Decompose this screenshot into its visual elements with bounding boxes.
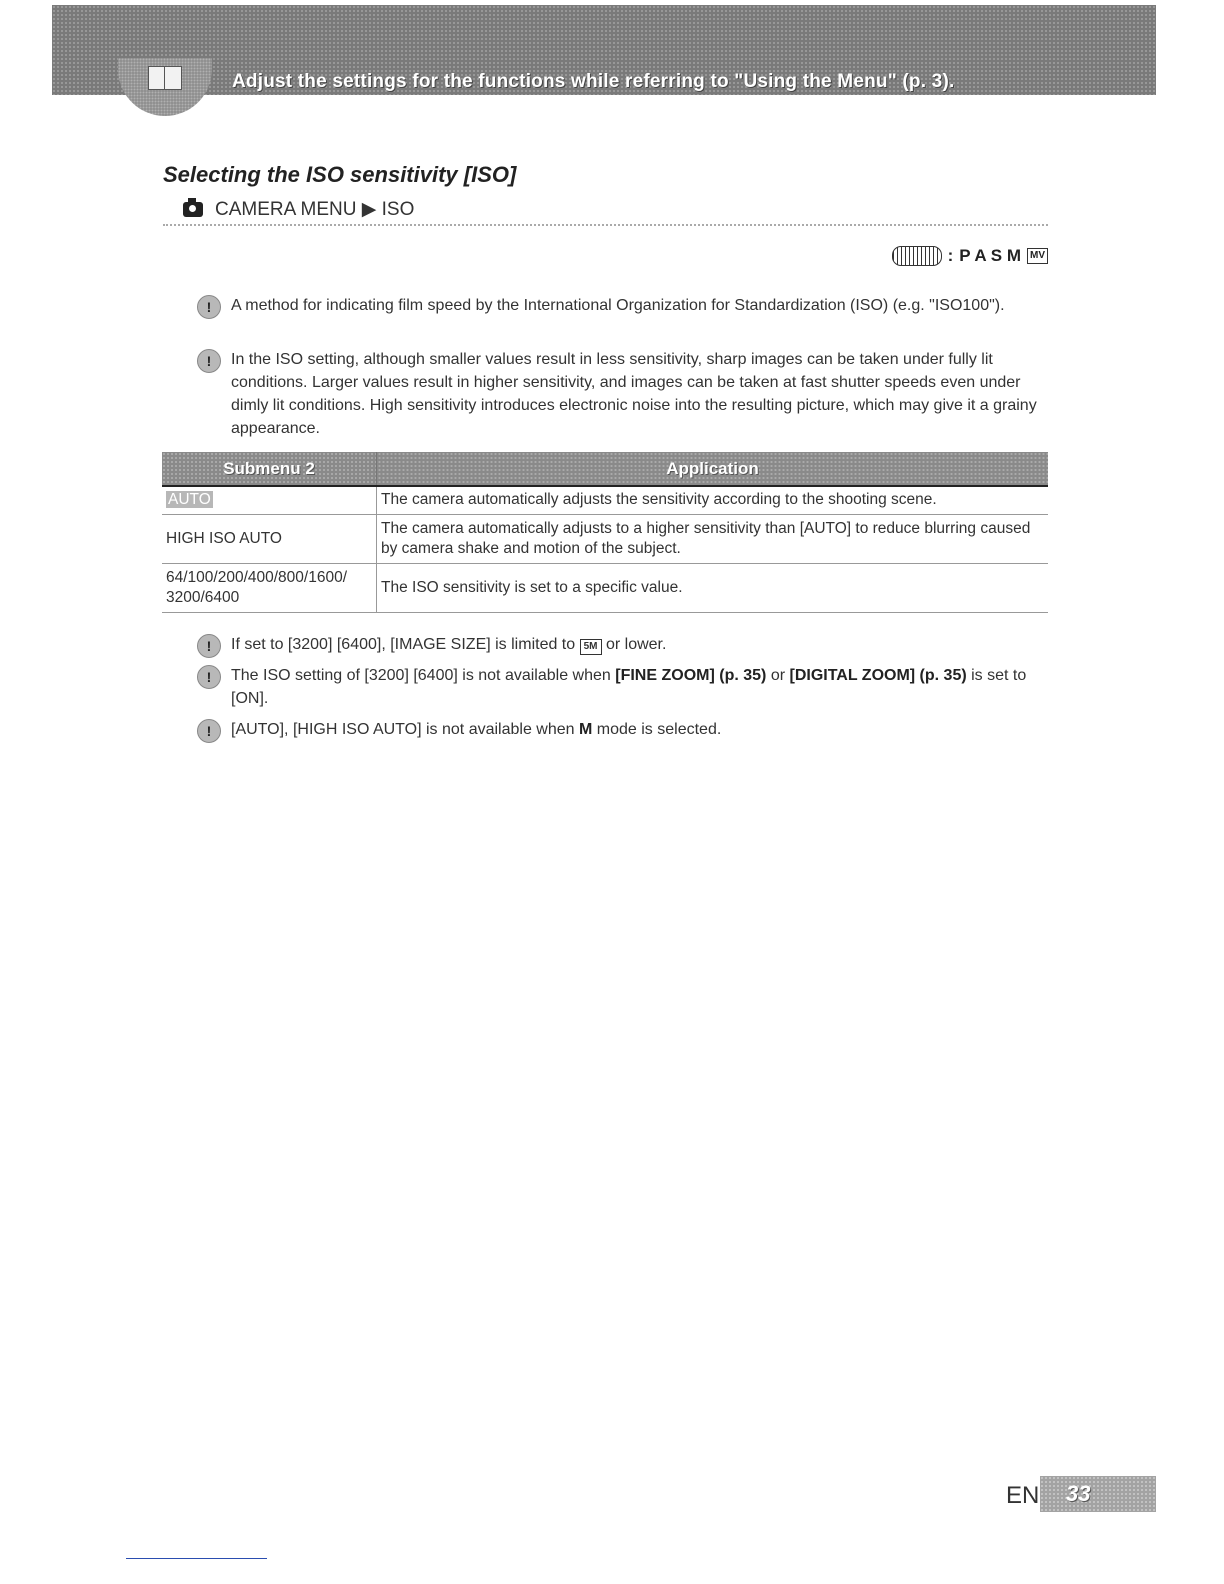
submenu-cell: AUTO [162, 486, 377, 514]
note-item: ! In the ISO setting, although smaller values result in less sensitivity, sharp images can be taken under fully lit conditions. Larger values result in higher sensitivity, and images can be taken at fast shutter speeds even under dimly lit conditions. High sensitivity introduces electronic noise into the resulting picture, which may give it a grainy appearance. [197, 348, 1057, 440]
application-cell: The camera automatically adjusts to a higher sensitivity than [AUTO] to reduce blurring caused by camera shake and motion of the subject. [377, 514, 1049, 563]
table-row [162, 514, 1048, 563]
movie-mode-icon: MV [1027, 248, 1048, 264]
note-icon: ! [197, 665, 221, 689]
menu-path-text: CAMERA MENU ▶ ISO [215, 199, 415, 220]
language-label: EN [1006, 1482, 1040, 1509]
application-cell: The camera automatically adjusts the sensitivity according to the shooting scene. [377, 486, 1049, 514]
menu-path [163, 198, 1048, 226]
shooting-modes: : P A S M MV [892, 246, 1048, 266]
note-icon: ! [197, 349, 221, 373]
table-header-application: Application [377, 452, 1049, 486]
note-item: ! The ISO setting of [3200] [6400] is not available when [FINE ZOOM] (p. 35) or [DIGITAL ZOOM] (p. 35) is set to [ON]. [197, 664, 1057, 710]
camera-icon [183, 202, 203, 217]
page-number: 33 [1040, 1476, 1156, 1512]
table-row [162, 486, 1048, 514]
table-header-submenu: Submenu 2 [162, 452, 377, 486]
submenu-cell: 64/100/200/400/800/1600/ 3200/6400 [162, 563, 377, 612]
section-title: Selecting the ISO sensitivity [ISO] [163, 162, 517, 187]
note-icon: ! [197, 295, 221, 319]
application-cell: The ISO sensitivity is set to a specific value. [377, 563, 1049, 612]
mode-dial-icon [892, 246, 942, 266]
book-icon [118, 58, 212, 116]
note-item: ! If set to [3200] [6400], [IMAGE SIZE] is limited to 5M or lower. [197, 633, 1057, 656]
note-icon: ! [197, 719, 221, 743]
modes-text: P A S M [959, 246, 1021, 265]
banner-text: Adjust the settings for the functions while referring to "Using the Menu" (p. 3). [232, 71, 955, 92]
submenu-cell: HIGH ISO AUTO [162, 514, 377, 563]
image-size-5m-icon: 5M [580, 639, 602, 655]
table-row [162, 563, 1048, 612]
footer-rule [126, 1558, 267, 1559]
note-item: ! A method for indicating film speed by the International Organization for Standardization (ISO) (e.g. "ISO100"). [197, 294, 1057, 317]
note-item: ! [AUTO], [HIGH ISO AUTO] is not available when M mode is selected. [197, 718, 1057, 741]
iso-table [162, 452, 1048, 613]
note-icon: ! [197, 634, 221, 658]
